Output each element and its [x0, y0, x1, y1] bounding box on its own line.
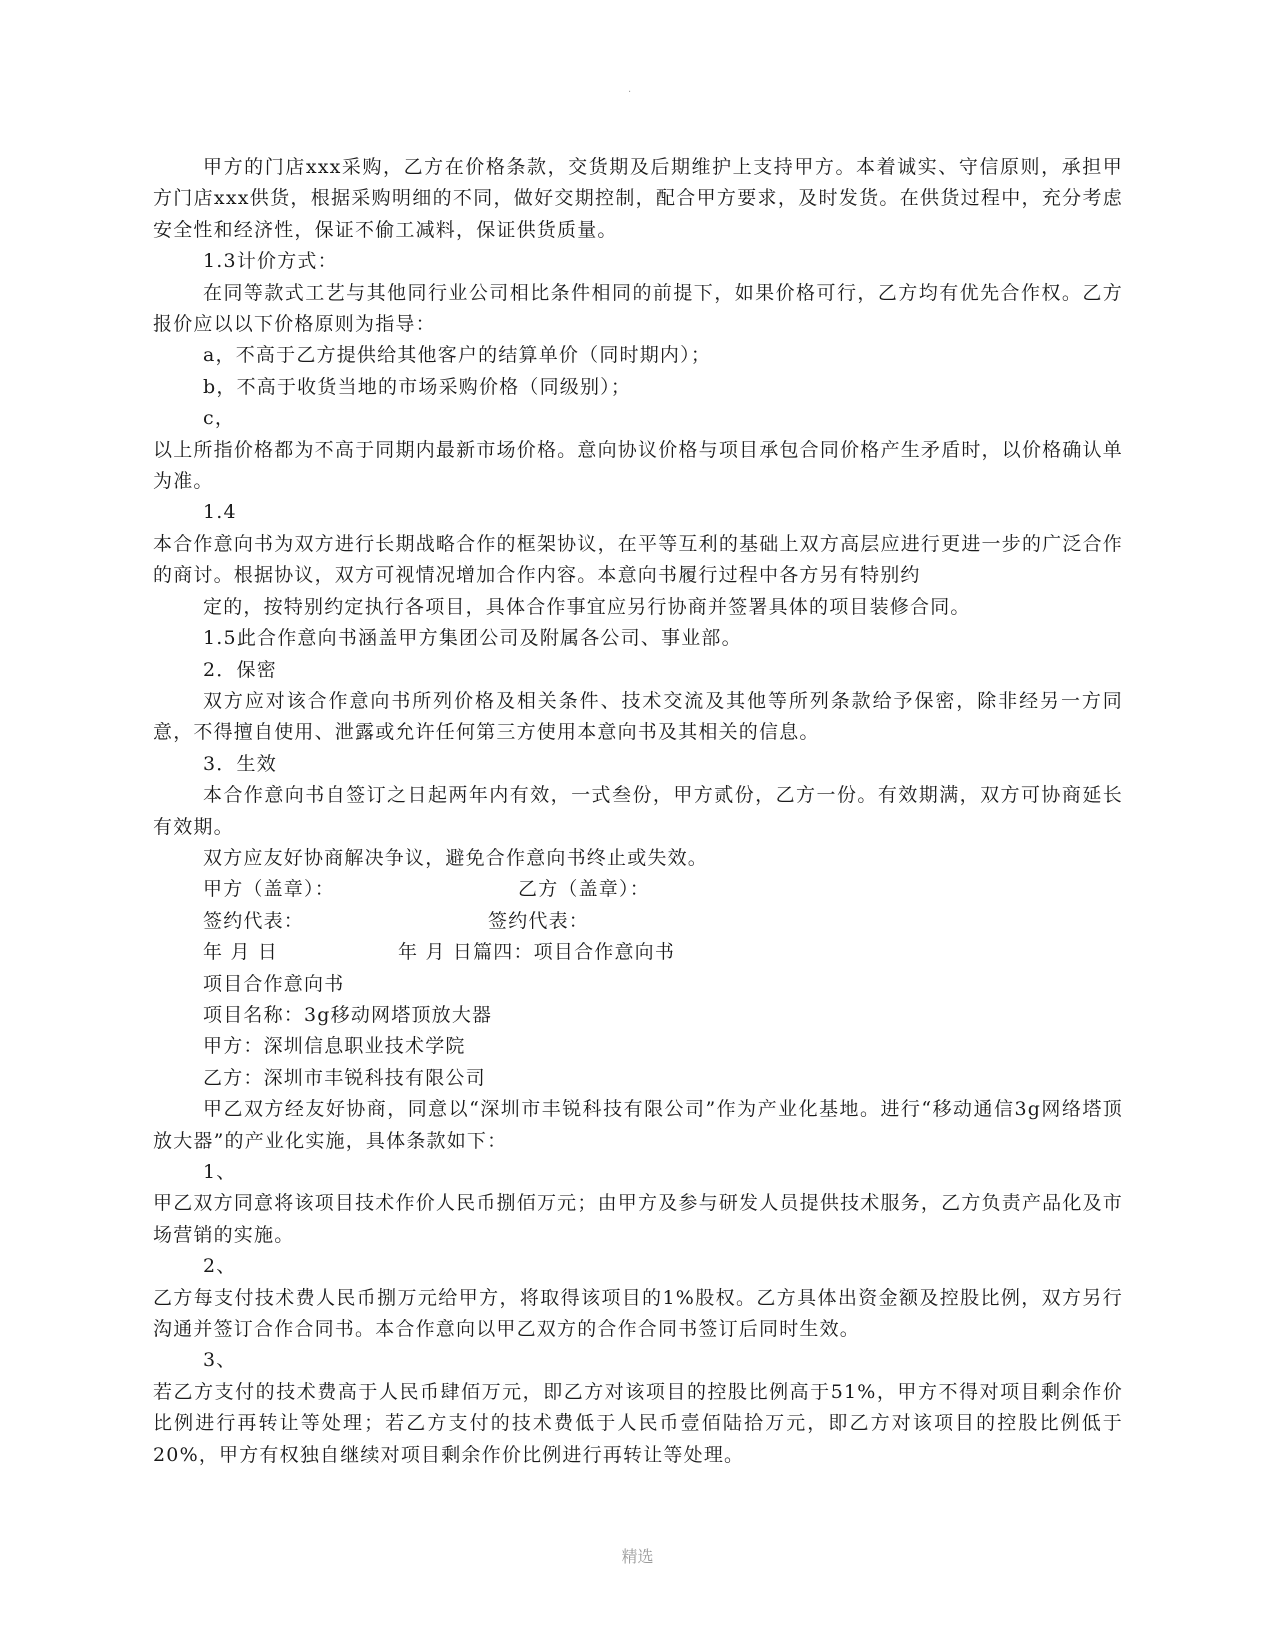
heading-1-4: 1.4 [203, 501, 237, 524]
party-b-rep-label: 签约代表： [488, 909, 590, 932]
heading-1-5: 1.5此合作意向书涵盖甲方集团公司及附属各公司、事业部。 [203, 627, 742, 650]
paragraph-project-intro: 甲乙双方经友好协商，同意以“深圳市丰锐科技有限公司”作为产业化基地。进行“移动通信3g网络塔顶放大器”的产业化实施，具体条款如下： [153, 1098, 1123, 1152]
paragraph-supply: 甲方的门店xxx采购，乙方在价格条款，交货期及后期维护上支持甲方。本着诚实、守信原则，承担甲方门店xxx供货，根据采购明细的不同，做好交期控制，配合甲方要求，及时发货。在供货过程中，充分考虑安全性和经济性，保证不偷工减料，保证供货质量。 [153, 156, 1123, 241]
signature-rep-row [153, 906, 1123, 937]
clause-1-text: 甲乙双方同意将该项目技术作价人民币捌佰万元；由甲方及参与研发人员提供技术服务，乙方负责产品化及市场营销的实施。 [153, 1192, 1123, 1246]
clause-number-3: 3、 [203, 1349, 237, 1372]
party-a-name: 甲方：深圳信息职业技术学院 [203, 1035, 466, 1058]
signature-seal-row [153, 874, 1123, 905]
list-item-a: a，不高于乙方提供给其他客户的结算单价（同时期内）； [203, 344, 712, 367]
clause-number-2: 2、 [203, 1255, 237, 1278]
clause-number-1: 1、 [203, 1160, 237, 1183]
party-a-seal-label: 甲方（盖章）： [203, 878, 335, 901]
heading-1-3: 1.3计价方式： [203, 250, 338, 273]
clause-3-text: 若乙方支付的技术费高于人民币肆佰万元，即乙方对该项目的控股比例高于51%，甲方不得对项目剩余作价比例进行再转让等处理；若乙方支付的技术费低于人民币壹佰陆拾万元，即乙方对该项目的控股比例低于20%，甲方有权独自继续对项目剩余作价比例进行再转让等处理。 [153, 1380, 1123, 1466]
party-b-date-and-section-title: 年 月 日篇四：项目合作意向书 [398, 941, 676, 964]
paragraph-confidentiality: 双方应对该合作意向书所列价格及相关条件、技术交流及其他等所列条款给予保密，除非经另一方同意，不得擅自使用、泄露或允许任何第三方使用本意向书及其相关的信息。 [153, 689, 1123, 744]
footer-label: 精选 [621, 1547, 654, 1566]
party-a-date: 年 月 日 [203, 941, 279, 964]
paragraph-framework-cont: 定的，按特别约定执行各项目，具体合作事宜应另行协商并签署具体的项目装修合同。 [203, 595, 971, 618]
paragraph-dispute: 双方应友好协商解决争议，避免合作意向书终止或失效。 [203, 846, 709, 869]
party-a-rep-label: 签约代表： [203, 909, 305, 932]
heading-effectiveness: 3．生效 [203, 752, 277, 775]
project-name: 项目名称：3g移动网塔顶放大器 [203, 1003, 493, 1026]
clause-2-text: 乙方每支付技术费人民币捌万元给甲方，将取得该项目的1%股权。乙方具体出资金额及控股比例，双方另行沟通并签订合作合同书。本合作意向以甲乙双方的合作合同书签订后同时生效。 [153, 1286, 1123, 1340]
paragraph-effectiveness: 本合作意向书自签订之日起两年内有效，一式叁份，甲方贰份，乙方一份。有效期满，双方可协商延长有效期。 [153, 784, 1123, 838]
party-b-seal-label: 乙方（盖章）： [518, 878, 650, 901]
section-4-title: 项目合作意向书 [203, 972, 345, 995]
paragraph-price-note: 以上所指价格都为不高于同期内最新市场价格。意向协议价格与项目承包合同价格产生矛盾时，以价格确认单为准。 [153, 438, 1123, 493]
document-body [153, 152, 1123, 1471]
paragraph-framework: 本合作意向书为双方进行长期战略合作的框架协议，在平等互利的基础上双方高层应进行更进一步的广泛合作的商讨。根据协议，双方可视情况增加合作内容。本意向书履行过程中各方另有特别约 [153, 532, 1123, 587]
header-mark: . [628, 84, 632, 95]
signature-date-row [153, 937, 1123, 968]
list-item-c: c， [203, 407, 236, 430]
party-b-name: 乙方：深圳市丰锐科技有限公司 [203, 1066, 486, 1089]
heading-confidentiality: 2．保密 [203, 658, 277, 681]
list-item-b: b，不高于收货当地的市场采购价格（同级别）； [203, 375, 632, 398]
paragraph-pricing: 在同等款式工艺与其他同行业公司相比条件相同的前提下，如果价格可行，乙方均有优先合作权。乙方报价应以以下价格原则为指导： [153, 281, 1123, 336]
